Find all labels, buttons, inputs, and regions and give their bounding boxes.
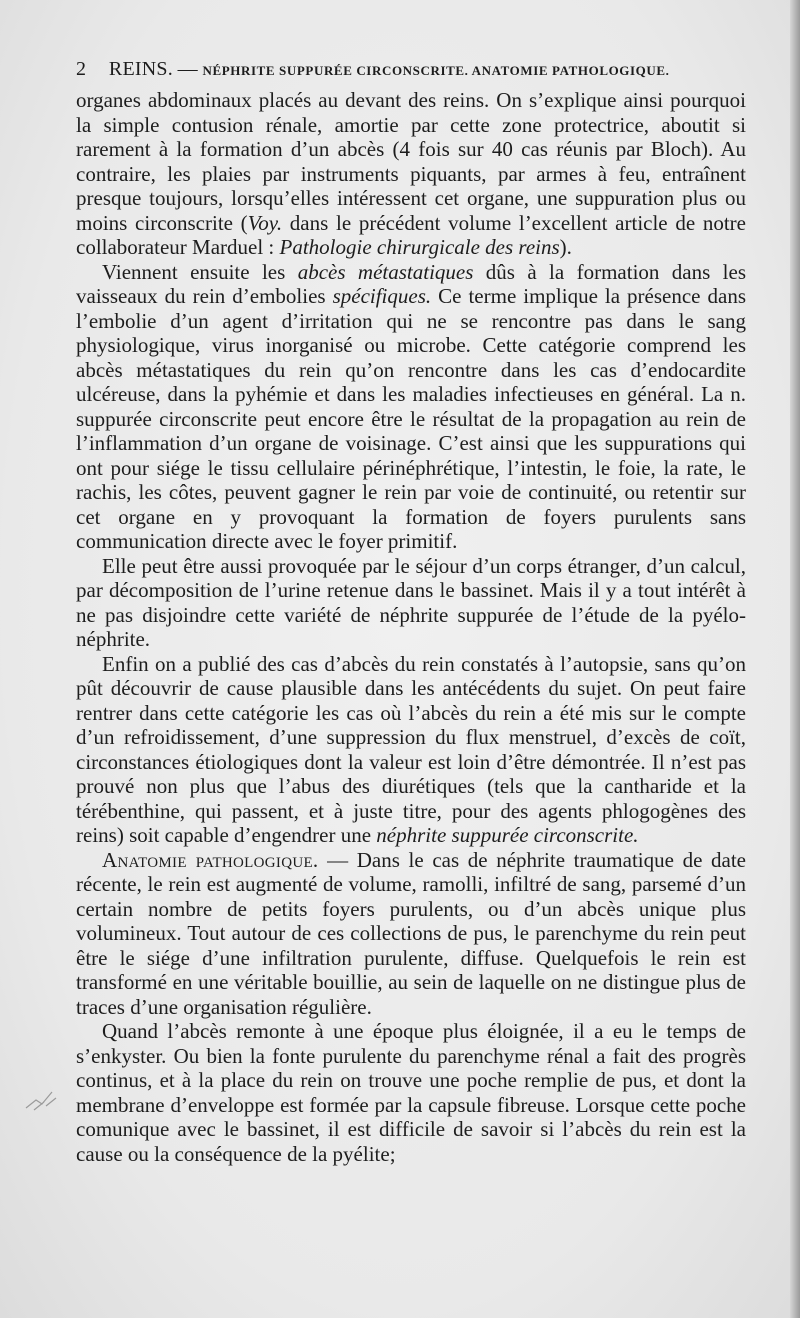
paragraph-3 bbox=[76, 554, 746, 652]
paragraph-5 bbox=[76, 848, 746, 1020]
running-title: REINS. bbox=[108, 58, 173, 80]
p1-cited-title: Pathologie chirurgicale des reins bbox=[279, 235, 560, 259]
paragraph-2 bbox=[76, 260, 746, 554]
p2-emphasis-2: spécifiques. bbox=[332, 284, 432, 308]
p4-emphasis: néphrite suppurée circonscrite. bbox=[376, 823, 639, 847]
header-dash: — bbox=[177, 58, 198, 80]
p1-text-a: organes abdominaux placés au devant des reins. On s’explique ainsi pourquoi la simple contusion rénale, amortie par cette zone protectrice, aboutit si rarement à la formation d’un abcès (4 fois sur 40 cas réunis par Bloch). Au contraire, les plaies par instruments piquants, par armes à feu, entraînent presque toujours, lorsqu’elles intéressent cet organe, une suppuration plus ou moins circonscrite ( bbox=[76, 88, 746, 235]
p2-text-b: dûs à la formation dans les vaisseaux du rein d’embolies bbox=[76, 259, 747, 308]
paragraph-6 bbox=[76, 1019, 746, 1166]
paragraph-1 bbox=[76, 88, 746, 260]
running-header bbox=[76, 58, 716, 81]
p1-text-b: dans le précédent volume l’excellent article de notre collaborateur Marduel : bbox=[76, 210, 747, 259]
body-text bbox=[76, 88, 746, 1166]
p5-text: — Dans le cas de néphrite traumatique de date récente, le rein est augmenté de volume, ramolli, infiltré de sang, parsemé d’un certain nombre de petits foyers purulents, ou d’un abcès unique plus volumineux. Tout autour de ces collections de pus, le parenchyme du rein peut être le siége d’une infiltration purulente, diffuse. Quelquefois le rein est transformé en une véritable bouillie, au sein de laquelle on ne distingue plus de traces d’une organisation régulière. bbox=[76, 847, 746, 1019]
p3-text: Elle peut être aussi provoquée par le séjour d’un corps étranger, d’un calcul, par décomposition de l’urine retenue dans le bassinet. Mais il y a tout intérêt à ne pas disjoindre cette variété de néphrite suppurée de l’étude de la pyélo-néphrite. bbox=[76, 553, 746, 651]
margin-smudge-icon bbox=[22, 1086, 62, 1116]
header-subtitle: NÉPHRITE SUPPURÉE CIRCONSCRITE. ANATOMIE PATHOLOGIQUE. bbox=[202, 63, 670, 78]
p6-text: Quand l’abcès remonte à une époque plus éloignée, il a eu le temps de s’enkyster. Ou bien la fonte purulente du parenchyme rénal a fait des progrès continus, et à la place du rein on trouve une poche remplie de pus, et dont la membrane d’enveloppe est formée par la capsule fibreuse. Lorsque cette poche comunique avec le bassinet, il est difficile de savoir si l’abcès du rein est la cause ou la conséquence de la pyélite; bbox=[76, 1019, 746, 1166]
section-heading-anatomie: Anatomie pathologique. bbox=[102, 847, 319, 872]
page-number: 2 bbox=[76, 58, 87, 80]
p1-text-c: ). bbox=[559, 235, 572, 259]
paragraph-4 bbox=[76, 652, 746, 848]
p1-voy: Voy. bbox=[247, 210, 283, 235]
p2-emphasis-1: abcès métastatiques bbox=[297, 259, 474, 284]
p2-text-a: Viennent ensuite les bbox=[102, 259, 298, 284]
p2-text-c: Ce terme implique la présence dans l’embolie d’un agent d’irritation qui ne se rencontre pas dans le sang physiologique, virus inorganisé ou microbe. Cette catégorie comprend les abcès métastatiques du rein qu’on rencontre dans les cas d’endocardite ulcéreuse, dans la pyhémie et dans les maladies infectieuses en général. La n. suppurée circonscrite peut encore être le résultat de la propagation au rein de l’inflammation d’un organe de voisinage. C’est ainsi que les suppurations qui ont pour siége le tissu cellulaire périnéphrétique, l’intestin, le foie, la rate, le rachis, les côtes, peuvent gagner le rein par voie de continuité, ou retentir sur cet organe en y provoquant la formation de foyers purulents sans communication directe avec le foyer primitif. bbox=[76, 284, 746, 553]
page-edge-shadow bbox=[790, 0, 800, 1318]
p4-text-a: Enfin on a publié des cas d’abcès du rein constatés à l’autopsie, sans qu’on pût découvrir de cause plausible dans les antécédents du sujet. On peut faire rentrer dans cette catégorie les cas où l’abcès du rein a été mis sur le compte d’un refroidissement, d’une suppression du flux menstruel, d’excès de coït, circonstances étiologiques dont la valeur est loin d’être démontrée. Il n’est pas prouvé non plus que l’abus des diurétiques (tels que la cantharide et la térébenthine, qui passent, et à juste titre, pour des agents phlogogènes des reins) soit capable d’engendrer une bbox=[76, 651, 746, 847]
